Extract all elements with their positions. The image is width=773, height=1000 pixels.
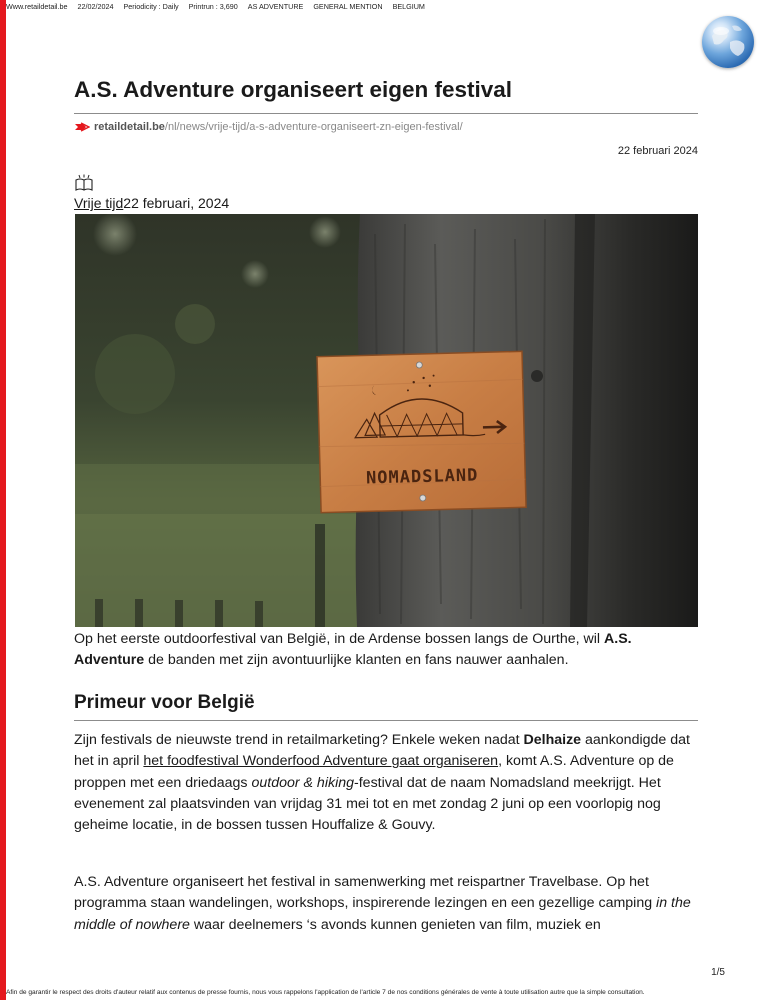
p2-text-2: waar deelnemers ‘s avonds kunnen genieten van film, muziek en — [189, 916, 601, 933]
meta-periodicity: Periodicity : Daily — [123, 2, 179, 11]
article-photo — [75, 214, 698, 627]
meta-mention: GENERAL MENTION — [313, 2, 383, 11]
publish-date: 22 februari 2024 — [617, 145, 698, 157]
paragraph-2 — [74, 872, 700, 936]
wonderfood-link[interactable]: het foodfestival Wonderfood Adventure gaat organiseren — [143, 753, 499, 770]
p2-italic: in the middle of nowhere — [74, 895, 691, 933]
globe-logo-icon — [702, 16, 754, 68]
source-domain[interactable]: retaildetail.be — [94, 121, 165, 133]
caption-text-1: Op het eerste outdoorfestival van België, in de Ardense bossen langs de Ourthe, wil — [74, 631, 604, 647]
p1-text-2: aankondigde dat het in april — [74, 732, 690, 770]
meta-client: AS ADVENTURE — [247, 2, 304, 11]
caption-bold: A.S. Adventure — [74, 631, 632, 668]
p2-text-1: A.S. Adventure organiseert het festival in samenwerking met reispartner Travelbase. Op het programma staan wandelingen, workshops, inspirerende lezingen en een gezellige camping — [74, 874, 657, 912]
p1-text-1: Zijn festivals de nieuwste trend in retailmarketing? Enkele weken nadat — [74, 732, 524, 748]
category-line — [74, 195, 229, 211]
meta-site: Www.retaildetail.be — [6, 2, 68, 11]
retaildetail-source-icon — [74, 122, 90, 135]
press-meta-line — [6, 2, 435, 11]
open-book-icon — [74, 174, 94, 197]
sign-text: NOMADSLAND — [365, 465, 479, 489]
page-number: 1/5 — [711, 967, 725, 978]
subheading: Primeur voor België — [74, 692, 255, 713]
article-title: A.S. Adventure organiseert eigen festival — [74, 77, 513, 102]
p1-text-4: -festival dat de naam Nomadsland meekrijgt. Het evenement zal plaatsvinden van vrijdag 31 mei tot en met zondag 2 juni op een voorlopig nog geheime locatie, in de bossen tussen Houffalize & Gouvy. — [74, 774, 661, 834]
category-date: 22 februari, 2024 — [123, 195, 230, 211]
p1-italic: outdoor & hiking — [251, 774, 355, 791]
p1-bold: Delhaize — [523, 732, 582, 748]
p1-text-3: , komt A.S. Adventure op de proppen met een driedaags — [74, 753, 674, 791]
caption-text-2: de banden met zijn avontuurlijke klanten en fans nauwer aanhalen. — [144, 652, 569, 668]
photo-caption — [74, 629, 699, 671]
meta-country: BELGIUM — [392, 2, 425, 11]
category-link[interactable]: Vrije tijd — [74, 195, 124, 211]
meta-date: 22/02/2024 — [77, 2, 114, 11]
source-path[interactable]: /nl/news/vrije-tijd/a-s-adventure-organiseert-zn-eigen-festival/ — [164, 121, 463, 133]
source-line — [74, 121, 463, 135]
meta-printrun: Printrun : 3,690 — [188, 2, 238, 11]
title-divider — [74, 113, 698, 114]
paragraph-1 — [74, 730, 700, 836]
subheading-divider — [74, 720, 698, 721]
copyright-footer: Afin de garantir le respect des droits d'auteur relatif aux contenus de presse fournis, nous vous rappelons l'application de l'article 7 de nos conditions générales de vente à toute utilisation autre que la simple consultation. — [6, 989, 645, 996]
red-accent-bar — [0, 0, 6, 1000]
